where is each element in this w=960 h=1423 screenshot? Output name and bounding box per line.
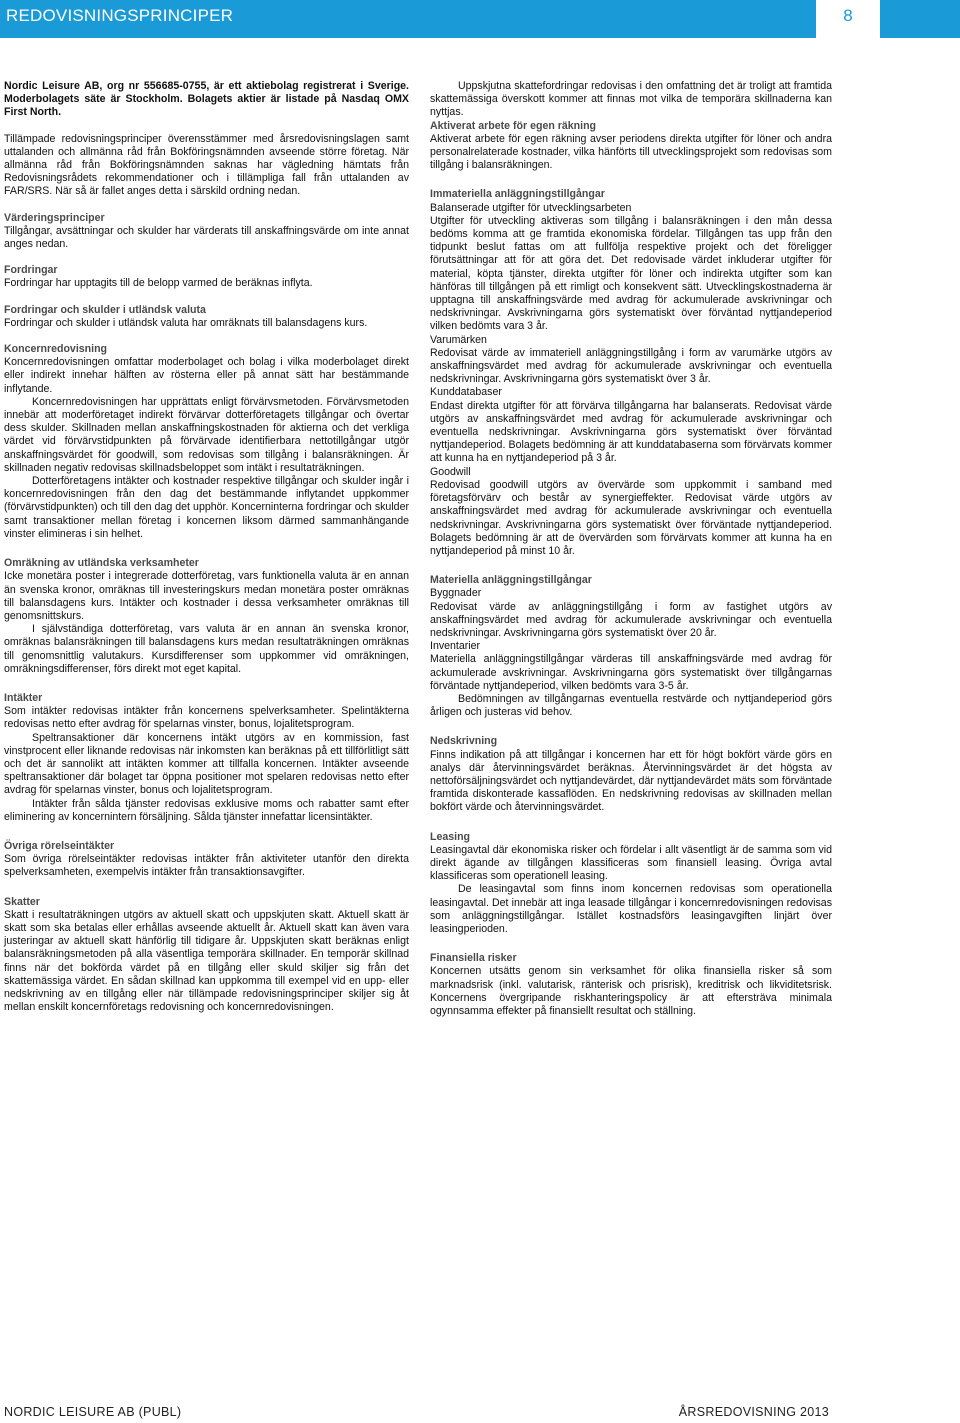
heading-foreign-currency: Fordringar och skulder i utländsk valuta — [4, 303, 206, 316]
heading-leasing: Leasing — [430, 830, 471, 843]
heading-receivables: Fordringar — [4, 264, 58, 277]
left-column — [4, 80, 409, 1014]
subheading-goodwill: Goodwill — [430, 465, 471, 478]
paragraph-revenue-1: Som intäkter redovisas intäkter från koncernens spelverksamheter. Spelintäkterna redovisas netto efter avdrag för spelarnas vinster, bonus, lojalitetsprogram. — [4, 705, 409, 731]
paragraph-revenue-2: Speltransaktioner där koncernens intäkt utgörs av en kommission, fast vinstprocent eller liknande redovisas när inkomsten kan beräknas på ett tillförlitligt sätt och det är sannolikt att intäkten kommer att tillfalla koncernen. Intäkter avseende speltransaktioner där bolaget tar öppna positioner mot spelaren redovisas netto efter avdrag för spelarnas vinster, bonus och lojalitetsprogram. — [4, 731, 409, 797]
paragraph-translation-2: I självständiga dotterföretag, vars valuta är en annan än svenska kronor, omräknas balansräkningen till balansdagens kurs medan resultaträkningen omräknas till genomsnittlig valutakurs. Kursdifferenser som uppkommer vid omräkningen, omräkningsdifferenser, förs direkt mot eget kapital. — [4, 623, 409, 675]
heading-taxes: Skatter — [4, 895, 40, 908]
paragraph-impairment: Finns indikation på att tillgångar i koncernen har ett för högt bokfört värde görs en analys där återvinningsvärdet beräknas. Återvinningsvärdet är det högsta av nettoförsäljningsvärdet och nyttjandevärdet, där nyttjandevärdet mäts som förväntade framtida diskonterade kassaflöden. En nedskrivning redovisas av skillnaden mellan bokfört värde och återvinningsvärdet. — [430, 748, 832, 814]
heading-translation: Omräkning av utländska verksamheter — [4, 557, 199, 570]
paragraph-capitalized-work: Aktiverat arbete för egen räkning avser periodens direkta utgifter för löner och andra personalrelaterade kostnader, vilka hänförts till utvecklingsprojekt som redovisas som tillgång i balansräkningen. — [430, 132, 832, 172]
company-intro: Nordic Leisure AB, org nr 556685-0755, är ett aktiebolag registrerat i Sverige. Moderbolagets säte är Stockholm. Bolagets aktier är listade på Nasdaq OMX First North. — [4, 80, 409, 119]
paragraph-leasing-2: De leasingavtal som finns inom koncernen redovisas som operationella leasingavtal. Det innebär att inga leasade tillgångar i koncernredovisningen redovisas som anläggningstillgångar. Istället kostnadsförs leasingavgiften linjärt över leasingperioden. — [430, 883, 832, 935]
heading-consolidation: Koncernredovisning — [4, 343, 108, 356]
paragraph-trademarks: Redovisat värde av immateriell anläggningstillgång i form av varumärke utgörs av anskaffningsvärdet med avdrag för ackumulerade avskrivningar och eventuella nedskrivningar. Avskrivningarna görs systematiskt över 3 år. — [430, 346, 832, 386]
subheading-equipment: Inventarier — [430, 640, 481, 653]
right-column — [430, 80, 832, 1018]
paragraph-consolidation-2: Koncernredovisningen har upprättats enligt förvärvsmetoden. Förvärvsmetoden innebär att moderföretaget indirekt förvärvar dotterföretagets tillgångar och övertar dess skulder. Skillnaden mellan anskaffningskostnaden för aktierna och det verkliga värdet vid förvärvstidpunkten på förvärvade identifierbara nettotillgångar utgör anskaffningsvärdet för goodwill, som redovisas som tillgång i balansräkningen. Är skillnaden negativ redovisas skillnadsbeloppet som intäkt i resultaträkningen. — [4, 395, 409, 474]
subheading-buildings: Byggnader — [430, 587, 482, 600]
heading-financial-risks: Finansiella risker — [430, 952, 517, 965]
paragraph-buildings: Redovisat värde av anläggningstillgång i form av fastighet utgörs av anskaffningsvärdet med avdrag för ackumulerade avskrivningar och eventuella nedskrivningar. Avskrivningarna görs systematiskt över 20 år. — [430, 600, 832, 639]
subheading-development: Balanserade utgifter för utvecklingsarbeten — [430, 201, 632, 214]
heading-valuation: Värderingsprinciper — [4, 211, 105, 224]
paragraph-consolidation-1: Koncernredovisningen omfattar moderbolaget och bolag i vilka moderbolaget direkt eller indirekt innehar hälften av rösterna eller på annat sätt har bestämmande inflytande. — [4, 356, 409, 395]
subheading-customer-databases: Kunddatabaser — [430, 386, 502, 399]
heading-revenue: Intäkter — [4, 691, 43, 704]
section-title: REDOVISNINGSPRINCIPER — [6, 6, 234, 25]
paragraph-deferred-tax: Uppskjutna skattefordringar redovisas i den omfattning det är troligt att framtida skattemässiga överskott kommer att finnas mot vilka de temporära skillnaderna kan nyttjas. — [430, 80, 832, 119]
paragraph-valuation: Tillgångar, avsättningar och skulder har värderats till anskaffningsvärde om inte annat anges nedan. — [4, 224, 409, 251]
page-header-bar — [0, 0, 960, 38]
paragraph-development: Utgifter för utveckling aktiveras som tillgång i balansräkningen i den mån dessa bedöms komma att ge framtida ekonomiska fördelar. Tillgången tas upp från den tidpunkt beslut fattas om att fullfölja respektive projekt och det föreligger förutsättningar att för att göra det. Det redovisade värdet inkluderar utgifter för material, köpta tjänster, direkta utgifter för löner och indirekta utgifter som kan hänföras till tillgången på ett rimligt och konsekvent sätt. Utvecklingskostnaderna är upptagna till anskaffningsvärde med avdrag för ackumulerade avskrivningar och nedskrivningar. Avskrivningarna görs systematiskt över förväntad nyttjandeperiod vilken bedömts vara 3 år. — [430, 214, 832, 333]
paragraph-financial-risks: Koncernen utsätts genom sin verksamhet för olika finansiella risker så som marknadsrisk (inkl. valutarisk, ränterisk och prisrisk), kreditrisk och likviditetsrisk. Koncernens övergripande riskhanteringspolicy är att eftersträva minimala ogynnsamma effekter på finansiellt resultat och ställning. — [430, 965, 832, 1017]
paragraph-leasing-1: Leasingavtal där ekonomiska risker och fördelar i allt väsentligt är de samma som vid direkt ägande av tillgången klassificeras som finansiell leasing. Övriga avtal klassificeras som operationell leasing. — [430, 843, 832, 883]
page-number-box — [816, 0, 880, 38]
heading-impairment: Nedskrivning — [430, 735, 498, 748]
paragraph-translation-1: Icke monetära poster i integrerade dotterföretag, vars funktionella valuta är en annan än svenska kronor, omräknas till investeringskurs medan monetära poster omräknas till balansdagens kurs. Intäkter och kostnader i dessa verksamheter omräknas till genomsnittskurs. — [4, 570, 409, 622]
paragraph-receivables: Fordringar har upptagits till de belopp varmed de beräknas inflyta. — [4, 277, 313, 290]
paragraph-taxes: Skatt i resultaträkningen utgörs av aktuell skatt och uppskjuten skatt. Aktuell skatt är skatt som ska betalas eller erhållas avseende aktuellt år. Aktuell skatt kan även vara justeringar av aktuell skatt hänförlig till tidigare år. Uppskjuten skatt beräknas enligt balansräkningsmetoden på alla väsentliga temporära skillnader. En temporär skillnad finns när det bokförda värdet på en tillgång eller skuld skiljer sig från det skattemässiga värdet. En sådan skillnad kan uppkomma till exempel vid en upp- eller nedskrivning av en tillgång eller när tillämpade redovisningsprinciper skiljer sig åt mellan enskilt koncernföretags redovisning och koncernredovisningen. — [4, 908, 409, 1014]
paragraph-equipment-2: Bedömningen av tillgångarnas eventuella restvärde och nyttjandeperiod görs årligen och justeras vid behov. — [430, 692, 832, 719]
heading-intangible-assets: Immateriella anläggningstillgångar — [430, 188, 605, 201]
heading-other-income: Övriga rörelseintäkter — [4, 839, 115, 852]
paragraph-goodwill: Redovisad goodwill utgörs av övervärde som uppkommit i samband med företagsförvärv och består av synergieffekter. Redovisat värde utgörs av anskaffningsvärdet med avdrag för ackumulerade avskrivningar och eventuella nedskrivningar. Avskrivningarna görs systematiskt över förväntade nyttjandeperiod. Bolagets bedömning är att de övervärden som förvärvats kommer att kunna ha en nyttjandeperiod på minst 10 år. — [430, 478, 832, 557]
footer-report-title: ÅRSREDOVISNING 2013 — [678, 1405, 829, 1419]
paragraph-revenue-3: Intäkter från sålda tjänster redovisas exklusive moms och rabatter samt efter eliminering av koncernintern försäljning. Sålda tjänster innefattar licensintäkter. — [4, 797, 409, 823]
paragraph-other-income: Som övriga rörelseintäkter redovisas intäkter från aktiviteter utanför den direkta spelverksamheten, exempelvis intäkter från transaktionsavgifter. — [4, 853, 409, 879]
paragraph-customer-databases: Endast direkta utgifter för att förvärva tillgångarna har balanserats. Redovisat värde utgörs av anskaffningsvärdet med avdrag för ackumulerade avskrivningar och eventuella nedskrivningar. Avskrivningarna görs systematiskt över förväntad nyttjandeperiod. Bolagets bedömning är att kunddatabaserna som förvärvats kommer att kunna ha en nyttjandeperiod på 3 år. — [430, 399, 832, 465]
principles-intro: Tillämpade redovisningsprinciper överensstämmer med årsredovisningslagen samt uttalanden och allmänna råd från Bokföringsnämnden avseende större företag. När allmänna råd från Bokföringsnämnden saknas har vägledning hämtats från Redovisningsrådets rekommendationer och i tillämpliga fall från uttalanden av FAR/SRS. När så är fallet anges detta i särskild ordning nedan. — [4, 132, 409, 198]
heading-capitalized-work: Aktiverat arbete för egen räkning — [430, 119, 597, 132]
paragraph-equipment-1: Materiella anläggningstillgångar värderas till anskaffningsvärde med avdrag för ackumulerade avskrivningar. Avskrivningarna görs systematiskt över tillgångarnas förväntade nyttjandeperiod, vilken bedömts vara 3-5 år. — [430, 653, 832, 692]
page-number: 8 — [843, 6, 853, 25]
footer-company: NORDIC LEISURE AB (PUBL) — [4, 1405, 182, 1419]
subheading-trademarks: Varumärken — [430, 333, 487, 346]
paragraph-foreign-currency: Fordringar och skulder i utländsk valuta har omräknats till balansdagens kurs. — [4, 316, 368, 329]
paragraph-consolidation-3: Dotterföretagens intäkter och kostnader respektive tillgångar och skulder ingår i koncernredovisningen från den dag det bestämmande inflytandet uppkommer (förvärvstidpunkten) och till den dag det upphör. Koncerninterna fordringar och skulder samt transaktioner mellan företag i koncernen liksom därmed sammanhängande vinster elimineras i sin helhet. — [4, 475, 409, 540]
heading-tangible-assets: Materiella anläggningstillgångar — [430, 574, 592, 587]
